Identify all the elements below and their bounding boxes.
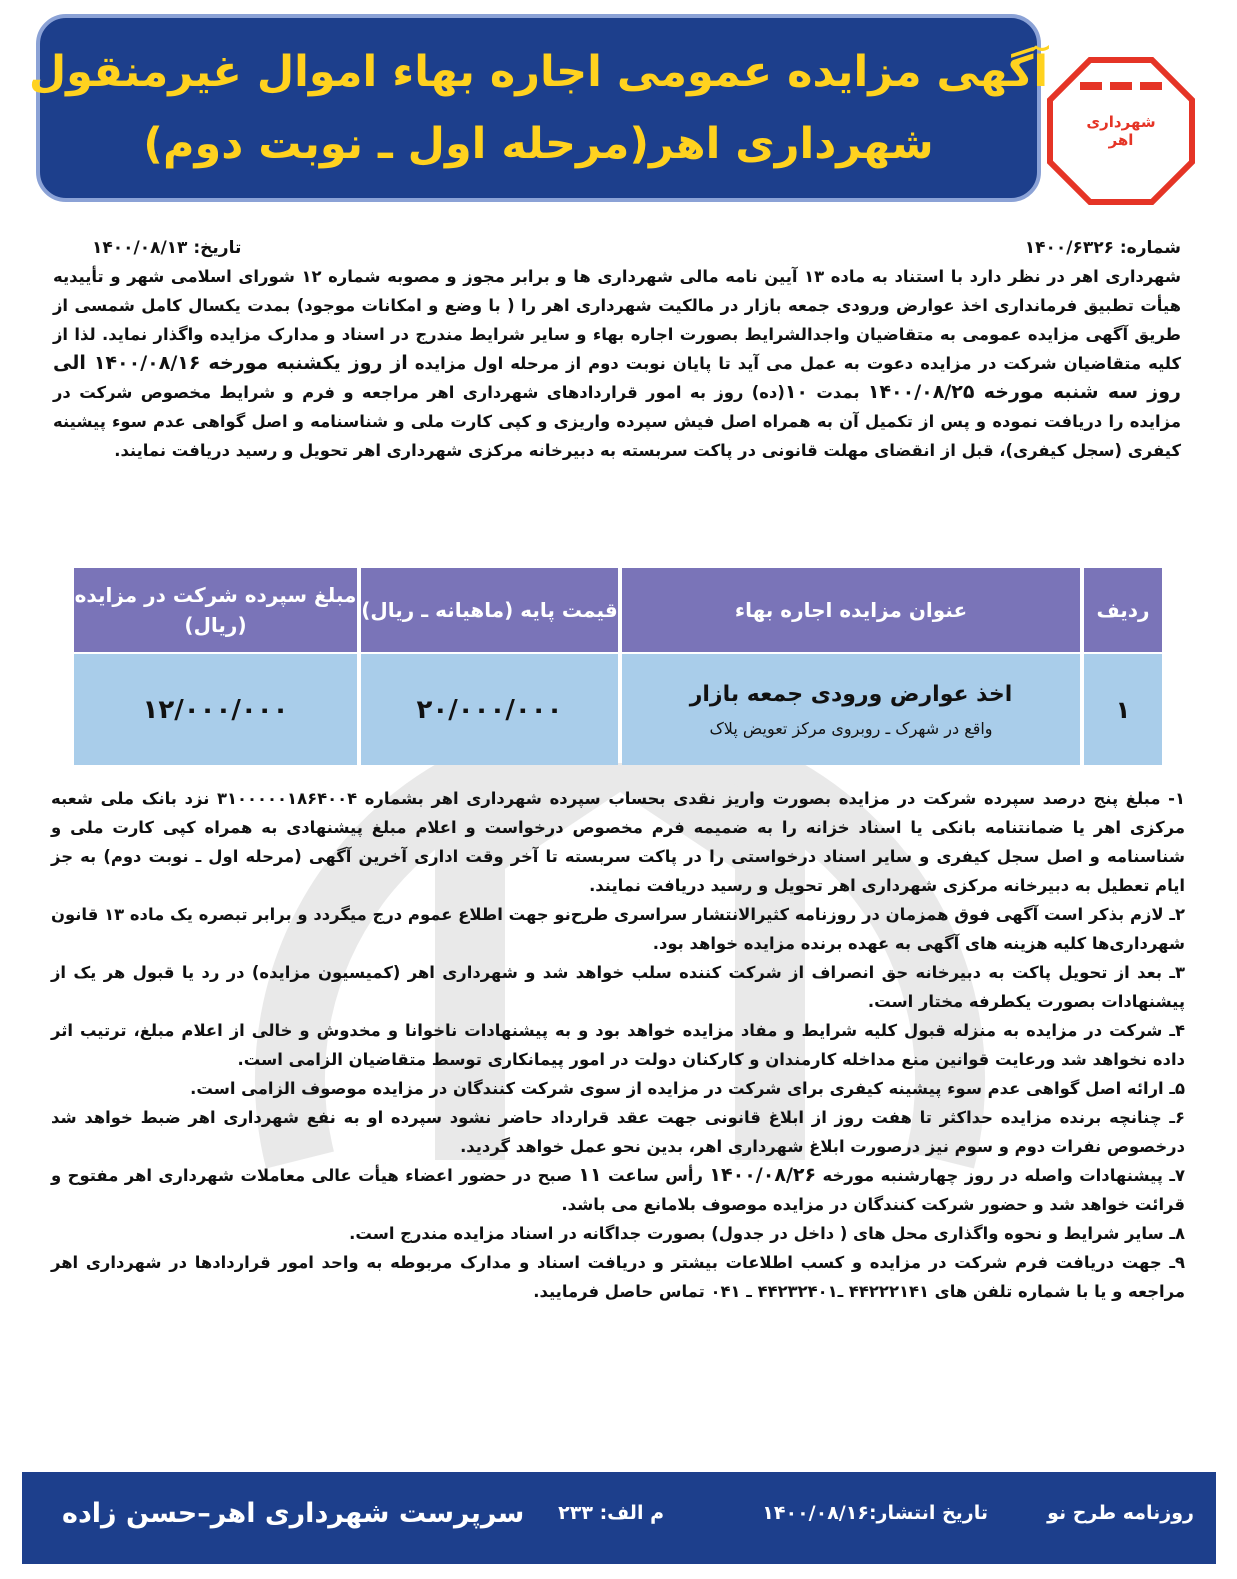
- condition-7-text-a: ۷ـ پیشنهادات واصله در روز چهارشنبه مورخه: [822, 1166, 1185, 1185]
- condition-7-text-c: صبح در حضور اعضاء هیأت عالی معاملات شهرداری اهر مفتوح و قرائت خواهد شد و حضور شرکت کنندگان در مزایده موصوف بلامانع می باشد.: [51, 1166, 1185, 1214]
- row-base-price-cell: [361, 654, 618, 765]
- letter-number: شماره: ۱۴۰۰/۶۳۲۶: [1024, 238, 1181, 258]
- condition-2: ۲ـ لازم بذکر است آگهی فوق همزمان در روزنامه کثیرالانتشار سراسری طرح‌نو جهت اطلاع عموم درج میگردد و برابر تبصره یک ماده ۱۳ قانون شهرداری‌ها کلیه هزینه های آگهی به عهده برنده مزایده خواهد بود.: [51, 905, 1186, 953]
- header-deposit-line2: (ریال): [184, 613, 247, 637]
- condition-7: [51, 1161, 1185, 1219]
- intro-date-range: از روز یکشنبه مورخه ۱۴۰۰/۰۸/۱۶ الی روز سه شنبه مورخه ۱۴۰۰/۰۸/۲۵: [53, 352, 1181, 403]
- header-radif: ردیف: [1084, 568, 1162, 652]
- header-deposit: [74, 568, 357, 652]
- notice-title-line2: شهرداری اهر(مرحله اول ـ نوبت دوم): [143, 119, 934, 169]
- signature: سرپرست شهرداری اهر–حسن زاده: [62, 1498, 525, 1529]
- header-title: عنوان مزایده اجاره بهاء: [622, 568, 1080, 652]
- condition-6: ۶ـ چنانچه برنده مزایده حداکثر تا هفت روز از ابلاغ قانونی جهت عقد قرارداد حاضر نشود سپرده او به نفع شهرداری اهر ضبط خواهد شد درخصوص نفرات دوم و سوم نیز درصورت ابلاغ شهرداری اهر، بدین نحو عمل خواهد گردید.: [51, 1108, 1185, 1156]
- logo-text-line2: اهر: [1108, 131, 1134, 149]
- condition-7-hour: ۱۱: [578, 1164, 602, 1186]
- condition-7-date: ۱۴۰۰/۰۸/۲۶: [709, 1164, 817, 1186]
- table-row: [74, 654, 1158, 765]
- intro-days: ۱۰: [784, 381, 809, 403]
- notice-code: م الف: ۲۳۳: [558, 1502, 664, 1524]
- condition-7-text-b: رأس ساعت: [608, 1166, 703, 1185]
- header-deposit-line1: مبلغ سپرده شرکت در مزایده: [74, 583, 357, 607]
- logo-text-line1: شهرداری: [1086, 113, 1156, 131]
- condition-4: ۴ـ شرکت در مزایده به منزله قبول کلیه شرایط و مفاد مزایده خواهد بود و به پیشنهادات ناخوانا و مخدوش و خالی از اعلام مبلغ، ترتیب اثر داده نخواهد شد ورعایت قوانین منع مداخله کارمندان و کارکنان دولت در امور پیمانکاری توسط متقاضیان الزامی است.: [51, 1021, 1185, 1069]
- row-deposit: ۱۲/۰۰۰/۰۰۰: [142, 694, 289, 725]
- row-deposit-cell: [74, 654, 357, 765]
- footer-bar: [22, 1472, 1216, 1564]
- notice-title-line1: آگهی مزایده عمومی اجاره بهاء اموال غیرمنقول: [28, 47, 1049, 97]
- intro-text-1: شهرداری اهر در نظر دارد با استناد به ماده ۱۳ آیین نامه مالی شهرداری ها و برابر مجوز و مصوبه شماره ۱۲ شورای اسلامی شهر و تأییدیه هیأت تطبیق فرمانداری اخذ عوارض ورودی جمعه بازار در مالکیت شهرداری اهر را ( با وضع و امکانات موجود) بمدت یکسال کامل شمسی از طریق آگهی مزایده عمومی به متقاضیان واجدالشرایط بصورت اجاره بهاء و سایر شرایط مندرج در اسناد و مدارک مزایده واگذار نماید. لذا از کلیه متقاضیان شرکت در مزایده دعوت به عمل می آید تا پایان نوبت دوم از مرحله اول مزایده: [53, 267, 1182, 373]
- auction-table: [72, 566, 1160, 763]
- condition-9: ۹ـ جهت دریافت فرم شرکت در مزایده و کسب اطلاعات بیشتر و دریافت اسناد و مدارک مربوطه به واحد امور قراردادها در شهرداری اهر مراجعه و یا با شماره تلفن های ۴۴۲۲۲۱۴۱ ـ۴۴۲۳۲۴۰۱ ـ ۰۴۱ تماس حاصل فرمایید.: [51, 1253, 1185, 1301]
- condition-5: ۵ـ ارائه اصل گواهی عدم سوء پیشینه کیفری برای شرکت در مزایده از سوی شرکت کنندگان در مزایده موصوف الزامی است.: [190, 1079, 1185, 1098]
- condition-1: ۱- مبلغ پنج درصد سپرده شرکت در مزایده بصورت واریز نقدی بحساب سپرده شهرداری اهر بشماره ۳۱۰۰۰۰۰۱۸۶۴۰۰۴ نزد بانک ملی شعبه مرکزی اهر یا ضمانتنامه بانکی یا اسناد خزانه را به ضمیمه فرم مخصوص درخواست و اعلام مبلغ پیشنهادی به همراه کپی کارت ملی و شناسنامه و اصل سجل کیفری و سایر اسناد درخواستی را در پاکت سربسته تا آخر وقت اداری آخرین آگهی (مرحله اول ـ نوبت دوم) به جز ایام تعطیل به دبیرخانه مرکزی شهرداری اهر تحویل و رسید دریافت نمایند.: [51, 789, 1185, 895]
- newspaper-name: روزنامه طرح نو: [1047, 1502, 1194, 1524]
- row-title: اخذ عوارض ورودی جمعه بازار: [689, 681, 1013, 707]
- table-header-row: [74, 568, 1158, 652]
- condition-3: ۳ـ بعد از تحویل پاکت به دبیرخانه حق انصراف از شرکت کننده سلب خواهد شد و شهرداری اهر (کمیسیون مزایده) در رد یا قبول هر یک از پیشنهادات بصورت یکطرفه مختار است.: [51, 963, 1185, 1011]
- row-base-price: ۲۰/۰۰۰/۰۰۰: [416, 694, 563, 725]
- letter-date: تاریخ: ۱۴۰۰/۰۸/۱۳: [92, 238, 242, 258]
- row-radif: ۱: [1084, 654, 1162, 765]
- row-title-cell: [622, 654, 1080, 765]
- condition-8: ۸ـ سایر شرایط و نحوه واگذاری محل های ( داخل در جدول) بصورت جداگانه در اسناد مزایده مندرج است.: [349, 1224, 1185, 1243]
- publish-date: تاریخ انتشار:۱۴۰۰/۰۸/۱۶: [762, 1502, 988, 1524]
- ahar-municipality-logo: [1046, 56, 1196, 206]
- notice-title-banner: [28, 14, 1049, 202]
- intro-text-2: بمدت: [816, 383, 860, 402]
- header-base-price: قیمت پایه (ماهیانه ـ ریال): [361, 568, 618, 652]
- intro-paragraph: [53, 262, 1181, 465]
- intro-text-3: (ده) روز به امور قراردادهای شهرداری اهر مراجعه و فرم و شرایط مخصوص شرکت در مزایده را دریافت نموده و پس از تکمیل آن به همراه اصل فیش سپرده واریزی و کپی کارت ملی و شناسنامه و اصل گواهی عدم سوء پیشینه کیفری (سجل کیفری)، قبل از انقضای مهلت قانونی در پاکت سربسته به دبیرخانه مرکزی شهرداری اهر تحویل و رسید دریافت نمایند.: [53, 383, 1181, 460]
- conditions-list: [51, 784, 1185, 1306]
- row-location: واقع در شهرک ـ روبروی مرکز تعویض پلاک: [709, 718, 993, 738]
